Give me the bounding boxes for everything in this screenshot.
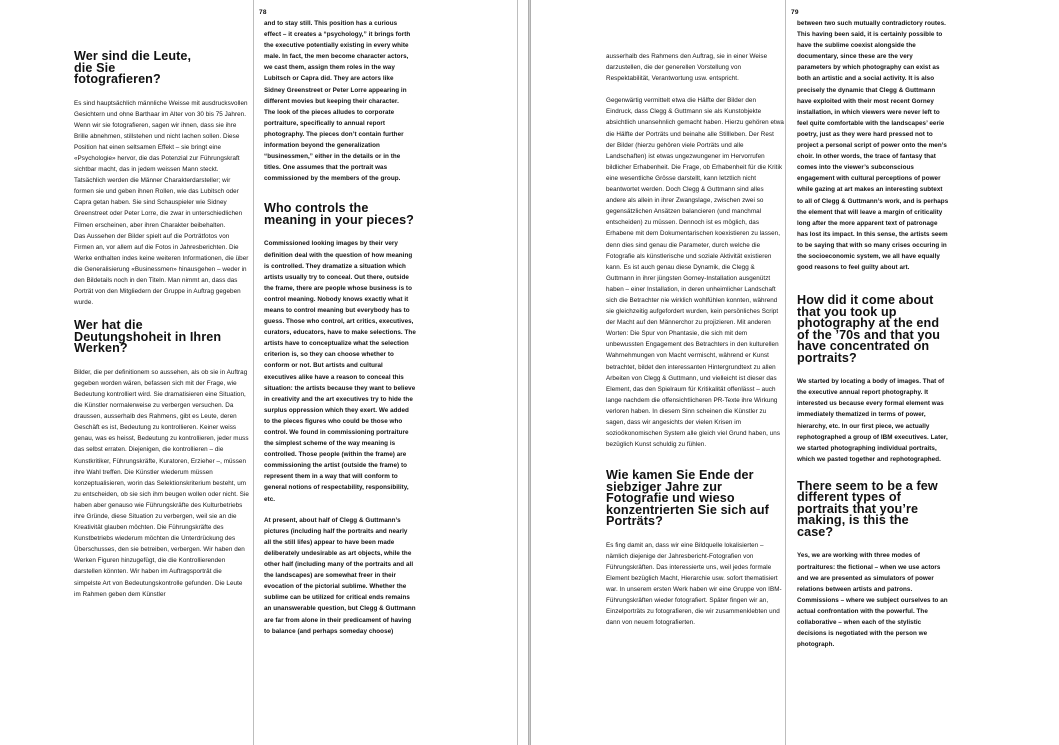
paragraph: Bilder, die per definitionem so aussehen, als ob sie in Auftrag gegeben worden wären, befassen sich mit der Frage, wie Bedeutung kontrolliert wird. Sie dramatisieren eine Situation, die Künstler normalerweise zu verbergen versuchen. Da draussen, ausserhalb des Rahmens, gibt es Leute, deren Geschäft es ist, Bedeutung zu kontrollieren. Keiner weiss genau, was es heisst, Bedeutung zu kontrollieren, jeder muss das selbst erraten. Diejenigen, die kontrollieren – die Kunstkritiker, Führungskräfte, Kuratoren, Erzieher –, müssen ihre Wahl treffen. Die Künstler wiederum müssen konzeptualisieren, worin das Selektionskriterium besteht, um zu entscheiden, ob sie sich ihm beugen wollen oder nicht. Sie haben aber genauso wie Führungskräfte des Kulturbetriebs ihre Gründe, diese Situation zu verbergen, weil sie an die Kreativität glauben möchten. Die Führungskräfte des Kunstbetriebs wiederum möchten die Unterdrückung des Überschusses, den sie betreiben, verbergen. Wir haben den Werken Figuren hinzugefügt, die die Kontrollierenden darstellen könnten. Wir haben im Auftragsporträt die simpelste Art von Bedeutungskontrolle gefunden. Die Leute im Rahmen geben dem Künstler (74, 368, 249, 598)
paragraph: and to stay still. This position has a curious effect – it creates a “psychology,” it brings forth the executive potentially existing in every white male. In fact, the men become character actors, we cast them, assign them roles in the way Lubitsch or Capra did. They are actors like Sidney Greenstreet or Peter Lorre appearing in different movies but keeping their character. (264, 20, 411, 105)
column-rule (253, 0, 254, 745)
page-number-right: 79 (791, 9, 799, 16)
english-column-right (797, 18, 949, 650)
german-column-right (606, 51, 784, 629)
paragraph: Yes, we are working with three modes of portraitures: the fictional – when we use actors and we are presented as simulators of power relations between artists and patrons. Commissions – where we subject ourselves to an actual confrontation with the powerful. The collaborative – when each of the stylistic decisions is negotiated with the person we photograph. (797, 552, 948, 649)
heading-types-of-portraits: There seem to be a few different types of portraits that you’re making, is this the case? (797, 478, 938, 539)
english-column-left (264, 18, 416, 637)
column-rule (517, 0, 518, 745)
page-number-left: 78 (259, 9, 267, 16)
german-column-left (74, 51, 250, 600)
paragraph: ausserhalb des Rahmens den Auftrag, sie in einer Weise darzustellen, die der generellen Vorstellung von Respektabilität, Verantwortung usw. entspricht. (606, 53, 768, 83)
paragraph: Es sind hauptsächlich männliche Weisse mit ausdrucksvollen Gesichtern und ohne Barthaar im Alter von 30 bis 75 Jahren. Wenn wir sie fotografieren, sagen wir ihnen, dass sie ihre Brille abnehmen, stillstehen und nicht lachen sollen. Diese Position hat einen seltsamen Effekt – sie bringt eine «Psychologie» hervor, die das Potenzial zur Führungskraft sichtbar macht, das in jedem weissen Mann steckt. Tatsächlich werden die Männer Charakterdarsteller; wir formen sie und geben ihnen Rollen, wie das Lubitsch oder Capra getan haben. Sie sind Schauspieler wie Sidney Greenstreet oder Peter Lorre, die zwar in unterschiedlichen Filmen erscheinen, aber ihren Charakter beibehalten. (74, 99, 248, 229)
left-page (0, 0, 528, 745)
column-rule (785, 0, 786, 745)
paragraph: The look of the pieces alludes to corporate portraiture, specifically to annual report photography. The pieces don’t contain further information beyond the generalization “businessmen,” either in the details or in the titles. One assumes that the portrait was commissioned by the members of the group. (264, 108, 404, 183)
paragraph: Gegenwärtig vermittelt etwa die Hälfte der Bilder den Eindruck, dass Clegg & Guttmann sie als Kunstobjekte absichtlich unansehnlich gemacht haben. Hierzu gehören etwa die Hälfte der Porträts und beinahe alle Stillleben. Der Rest der Bilder (hierzu gehören viele Porträts und alle Landschaften) ist etwas ungezwungener im Hervorrufen bildlicher Erhabenheit. Die Frage, ob Erhabenheit für die Kritik eine wesentliche Grösse darstellt, kann letztlich nicht beantwortet werden. Doch Clegg & Guttmann sind alles andere als allein in ihrer Zwangslage, zwischen zwei so gegensätzlichen Ansätzen balancieren (und manchmal entscheiden) zu müssen. Dennoch ist es möglich, das Erhabene mit dem Dokumentarischen koexistieren zu lassen, denn dies sind genau die Parameter, durch welche die Fotografie als künstlerische und soziale Aktivität existieren kann. Es ist auch genau diese Dynamik, die Clegg & Guttmann in ihrer jüngsten Gorney-Installation ausgenützt haben – einer Installation, in deren unheimlicher Landschaft sich die Betrachter nie wirklich wohlfühlen konnten, während sie gleichzeitig aufgefordert wurden, kein persönliches Script der Macht auf den Männerchor zu projizieren. Mit anderen Worten: Die Spur von Phantasie, die sich mit dem unbewussten Engagement des Betrachters in den kulturellen Wahrnehmungen von Macht vermischt, während er Kunst betrachtet, bildet den interessanten Hintergrundtext zu allen Arbeiten von Clegg & Guttmann, und vielleicht ist dieser das Element, das den Spielraum für Kritikalität offenlässt – auch lange nachdem die offensichtlicheren PR-Texte ihre Wirkung verloren haben. In diesem Sinn scheinen die Künstler zu sagen, dass wir angesichts der vielen Krisen im sozioökonomischen System alle gleich viel Grund haben, uns bezüglich Kunst schuldig zu fühlen. (606, 97, 784, 449)
paragraph: Es fing damit an, dass wir eine Bildquelle lokalisierten – nämlich diejenige der Jahresbericht-Fotografien von Führungskräften. Das interessierte uns, weil jedes formale Element bezüglich Macht, Hierarchie usw. sofort thematisiert war. In unserem ersten Werk haben wir eine Gruppe von IBM-Führungskräften wieder fotografiert. Später fingen wir an, Einzelporträts zu fotografieren, die wir zusammenklebten und dann von neuem fotografierten. (606, 541, 782, 627)
paragraph: At present, about half of Clegg & Guttmann’s pictures (including half the portraits and nearly all the still lifes) appear to have been made deliberately undesirable as art objects, while the other half (including many of the portraits and all the landscapes) are somewhat freer in their evocation of the pictorial sublime. Whether the sublime can be utilized for critical ends remains an unanswerable question, but Clegg & Guttmann are far from alone in their predicament of having to balance (and perhaps someday choose) (264, 516, 416, 635)
heading-how-did-it-come: How did it come about that you took up photography at the end of the ’70s and that you have concentrated on portraits? (797, 293, 941, 365)
right-page (531, 0, 1059, 745)
heading-wie-kamen: Wie kamen Sie Ende der siebziger Jahre zur Fotografie und wieso konzentrierten Sie sich auf Porträts? (606, 468, 769, 529)
heading-who-controls: Who controls the meaning in your pieces? (264, 201, 414, 227)
paragraph: Das Aussehen der Bilder spielt auf die Porträtfotos von Firmen an, vor allem auf die Fotos in Jahresberichten. Die Werke enthalten indes keine weiteren Informationen, die über die Generalisierung «Businessmen» hinausgehen – weder in den Bildetails noch in den Titeln. Man nimmt an, dass das Porträt von den Mitgliedern der Gruppe in Auftrag gegeben wurde. (74, 232, 249, 307)
paragraph: Commissioned looking images by their very definition deal with the question of how meaning is controlled. They dramatize a situation which artists usually try to conceal. Out there, outside the frame, there are people whose business is to control meaning. Nobody knows exactly what it means to control meaning but everybody has to guess. Those who control, art critics, executives, curators, educators, have to make selections. The artists have to conceptualize what the selection criterion is, so they can choose whether to conform or not. But artists and cultural executives alike have a reason to conceal this situation: the artists because they want to believe in creativity and the art executives try to hide the surplus oppression which they exert. We added to the pieces figures who could be those who control. We found in commissioning portraiture the simplest scheme of the way meaning is controlled. Those people (within the frame) are commissioning the artist (outside the frame) to represent them in a way that will conform to general notions of respectability, responsibility, etc. (264, 240, 416, 503)
paragraph: We started by locating a body of images. That of the executive annual report photography. It interested us because every formal element was immediately thematized in terms of power, hierarchy, etc. In our first piece, we actually rephotographed a group of IBM executives. Later, we started photographing individual portraits, which we pasted together and rephotographed. (797, 378, 948, 463)
paragraph: between two such mutually contradictory routes. This having been said, it is certainly possible to have the sublime coexist alongside the documentary, since these are the very parameters by which photography can exist as both an artistic and a social activity. It is also precisely the dynamic that Clegg & Guttmann have exploited with their most recent Gorney installation, in which viewers were never left to feel quite comfortable with the landscapes’ eerie poetry, just as they were hard pressed not to project a personal script of power onto the men’s choir. In other words, the trace of fantasy that comes into the viewer’s subconscious engagement with cultural perceptions of power while gazing at art makes an interesting subtext to all of Clegg & Guttmann’s work, and is perhaps the element that will leave a margin of criticality long after the more apparent text of patronage has lost its impact. In this sense, the artists seem to be saying that with so many crises occuring in the socioeconomic system, we all have equally good reasons to feel guilty about art. (797, 20, 949, 272)
heading-deutungshoheit: Wer hat die Deutungshoheit in Ihren Werken? (74, 318, 222, 356)
heading-wer-sind: Wer sind die Leute, die Sie fotografieren? (74, 49, 192, 86)
